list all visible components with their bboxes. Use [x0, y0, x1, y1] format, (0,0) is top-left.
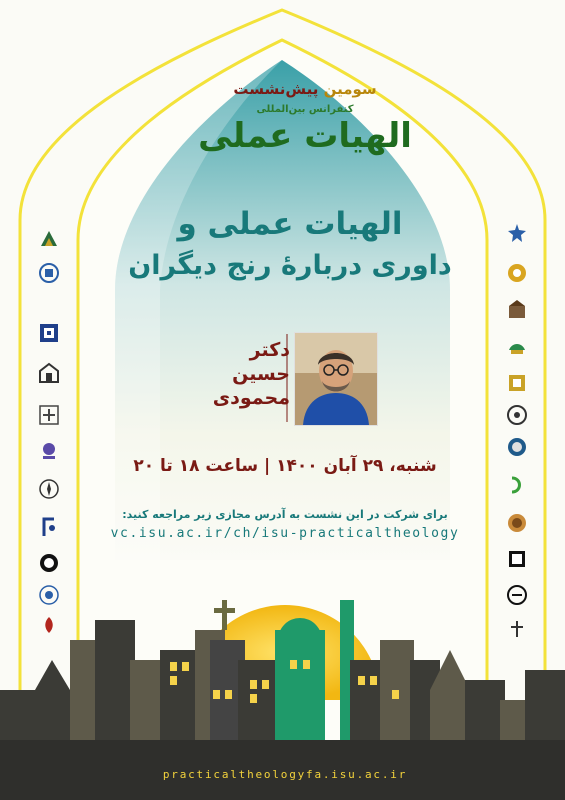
- university-logo: [38, 614, 60, 636]
- university-logo: [38, 228, 60, 250]
- university-logo: [506, 436, 528, 458]
- university-logo: [38, 516, 60, 538]
- virtual-room-link[interactable]: vc.isu.ac.ir/ch/isu-practicaltheology: [110, 526, 460, 541]
- join-instruction: برای شرکت در این نشست به آدرس مجازی زیر مراجعه کنید:: [122, 508, 448, 521]
- university-logo: [38, 440, 60, 462]
- university-logo: [506, 584, 528, 606]
- university-logo: [38, 262, 60, 284]
- speaker-title: دکتر: [249, 339, 290, 361]
- university-logo: [38, 404, 60, 426]
- series-accent: سومین: [323, 80, 377, 98]
- university-logo: [506, 336, 528, 358]
- website-link[interactable]: practicaltheologyfa.isu.ac.ir: [162, 768, 408, 781]
- series-heading: [205, 80, 405, 98]
- university-logo: [38, 478, 60, 500]
- university-logo: [506, 474, 528, 496]
- series-rest: پیش‌نشست: [233, 80, 319, 98]
- speaker-first-name: حسین: [232, 363, 290, 385]
- event-datetime: شنبه، ۲۹ آبان ۱۴۰۰ | ساعت ۱۸ تا ۲۰: [133, 456, 437, 476]
- university-logo: [506, 548, 528, 570]
- speaker-photo: [294, 332, 378, 426]
- university-logo: [506, 372, 528, 394]
- speaker-name-block: [200, 338, 290, 410]
- speaker-last-name: محمودی: [212, 387, 290, 409]
- talk-title-line-1: الهیات عملی و: [177, 206, 403, 242]
- university-logo: [506, 262, 528, 284]
- talk-title-line-2: داوری دربارهٔ رنج دیگران: [128, 250, 452, 281]
- university-logo: [38, 322, 60, 344]
- university-logo: [506, 512, 528, 534]
- conference-subtitle: کنفرانس بین‌المللی: [256, 104, 354, 115]
- university-logo: [38, 552, 60, 574]
- university-logo: [506, 222, 528, 244]
- university-logo: [506, 404, 528, 426]
- university-logo: [38, 362, 60, 384]
- conference-title: الهیات عملی: [198, 116, 412, 156]
- university-logo: [506, 298, 528, 320]
- university-logo: [38, 584, 60, 606]
- university-logo: [506, 618, 528, 640]
